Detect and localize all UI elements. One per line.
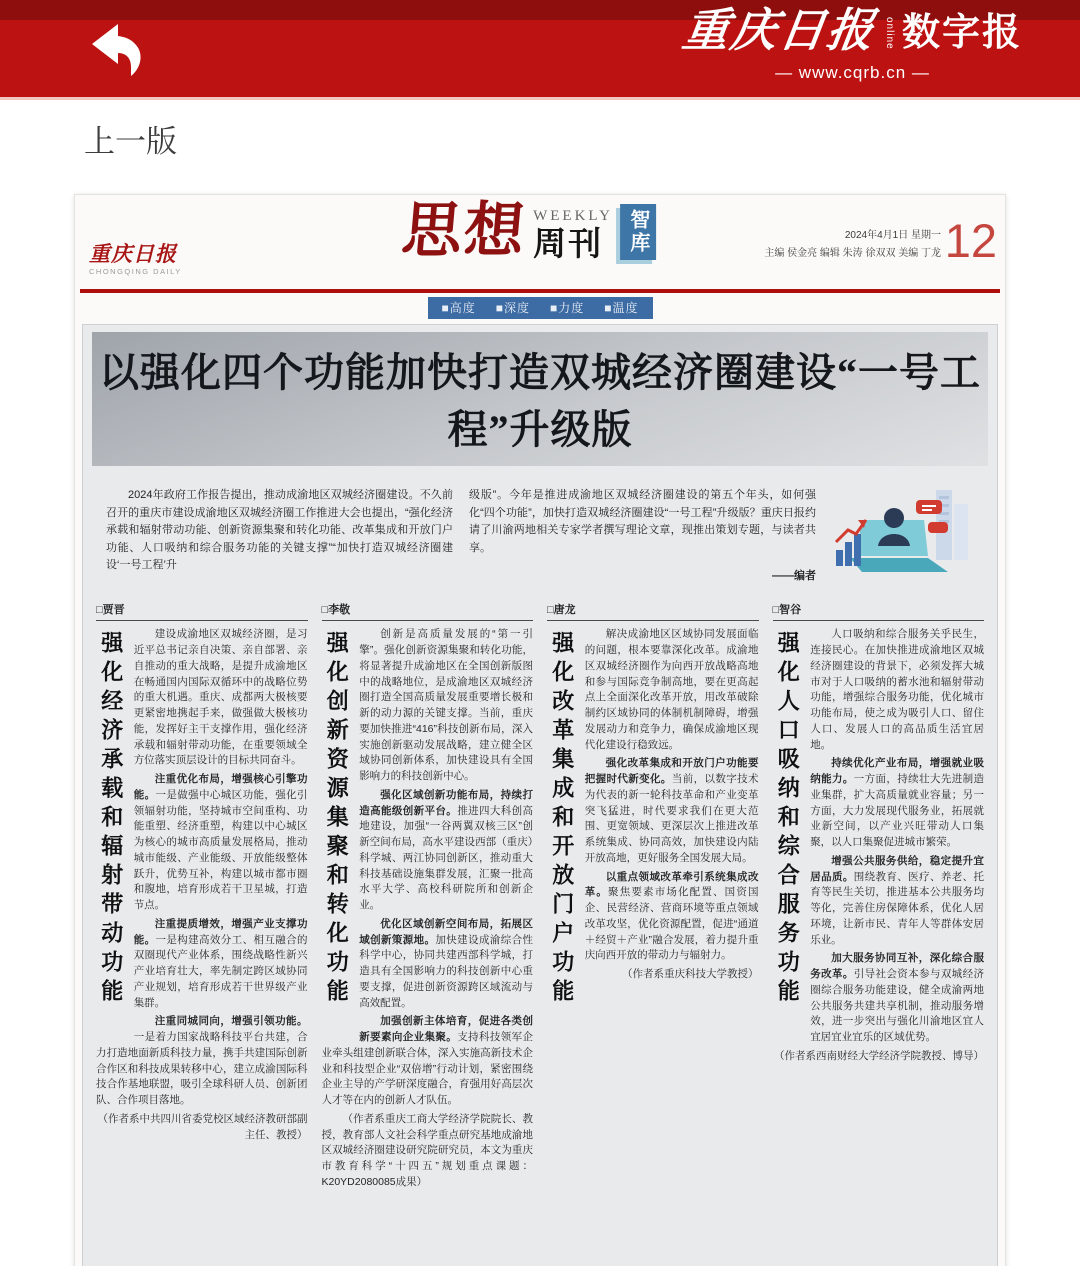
brand-logo-calligraphy: 重庆日报 bbox=[679, 5, 879, 56]
article-paragraph: 强化改革集成和开放门户功能要把握时代新变化。当前，以数字技术为代表的新一轮科技革命和产业变革突飞猛进，时代要求我们在更大范围、更宽领域、更深层次上推进改革系统集成、协同高效，加快建设内陆开放高地，更好服务全国发展大局。 bbox=[584, 757, 759, 864]
editor-signoff: ——编者 bbox=[772, 570, 816, 583]
section-tags bbox=[428, 297, 653, 319]
article-paragraph: 优化区域创新空间布局，拓展区域创新策源地。加快建设成渝综合性科学中心，协同共建西部科学城，打造具有全国影响力的科技创新中心重要支撑，促进创新资源跨区域流动与高效配置。 bbox=[359, 917, 534, 1009]
app-header bbox=[0, 0, 1080, 100]
article-paragraph: 注重优化布局，增强核心引擎功能。一是做强中心城区功能，强化引领辐射功能，坚持城市空间重构、功能重塑、经济重塑，构建以中心城区为核心的城市高质量发展格局，推动城市能级、产业能级、开放能级整体跃升，优势互补，构建以城市都市圈和腹地，培育形成若干卫星城，打造节点。 bbox=[133, 773, 308, 912]
article-vertical-headline: 强化经济承载和辐射带动功能 bbox=[98, 631, 124, 1009]
weekly-title-sub: 周刊 bbox=[533, 225, 604, 262]
article-attribution: （作者系西南财经大学经济学院教授、博导） bbox=[774, 1049, 984, 1062]
article-body bbox=[322, 627, 534, 1190]
brand-product-name: 数字报 bbox=[901, 12, 1022, 54]
editor-note-col1: 2024年政府工作报告提出，推动成渝地区双城经济圈建设。不久前召开的重庆市建设成渝地区双城经济圈工作推进大会也提出，“强化经济承载和辐射带动功能、创新资源集聚和转化功能、改革集成和开放门户功能、人口吸纳和综合服务功能的关键支撑”“加快打造双城经济圈建设‘一号工程’升 bbox=[106, 489, 453, 572]
article-column[interactable] bbox=[322, 602, 534, 1194]
article-attribution: （作者系重庆科技大学教授） bbox=[622, 968, 759, 981]
paper-logo bbox=[89, 241, 182, 276]
article-attribution: （作者系重庆工商大学经济学院院长、教授，教育部人文社会科学重点研究基地成渝地区双城经济圈建设研究院研究员，本文为重庆市教育科学“十四五”规划重点课题：K20YD2080085成果） bbox=[321, 1112, 533, 1188]
paper-logo-en: CHONGQING DAILY bbox=[89, 266, 182, 276]
edition-info bbox=[764, 227, 941, 263]
article-vertical-headline: 强化人口吸纳和综合服务功能 bbox=[775, 631, 801, 1009]
prev-page-link[interactable]: 上一版 bbox=[84, 124, 177, 159]
editor-note bbox=[92, 466, 988, 592]
article-author: □李敬 bbox=[322, 602, 534, 622]
back-button[interactable] bbox=[82, 20, 152, 78]
editor-note-col2: 级版”。今年是推进成渝地区双城经济圈建设的第五个年头，如何强化“四个功能”，加快打造双城经济圈建设“一号工程”升级版？重庆日报约请了川渝两地相关专家学者撰写理论文章，现推出策划专题，与读者共享。 bbox=[469, 489, 816, 554]
article-paragraph: 持续优化产业布局，增强就业吸纳能力。一方面，持续壮大先进制造业集群，扩大高质量就业容量；另一方面，大力发展现代服务业，拓展就业新空间，以产业兴旺带动人口集聚，以人口集聚促进城市繁荣。 bbox=[810, 757, 985, 849]
weekly-title bbox=[399, 198, 678, 264]
section-tag: ■力度 bbox=[550, 301, 585, 315]
article-paragraph: 增强公共服务供给，稳定提升宜居品质。围绕教育、医疗、养老、托育等民生关切，推进基本公共服务均等化，完善住房保障体系，优化人居环境，让新市民、青年人等群体安居乐业。 bbox=[810, 854, 985, 946]
editor-note-illustration bbox=[832, 480, 974, 583]
article-lead: 人口吸纳和综合服务关乎民生，连接民心。在加快推进成渝地区双城经济圈建设的背景下，必须发挥大城市对于人口吸纳的蓄水池和辐射带动功能，增强综合服务功能，优化城市功能布局，使之成为吸引人口、留住人口、发展人口的高品质生活宜居地。 bbox=[810, 628, 984, 751]
article-body bbox=[96, 627, 308, 1143]
edition-staff: 主编 侯金亮 编辑 朱涛 徐双双 美编 丁龙 bbox=[764, 248, 941, 259]
weekly-label: WEEKLY bbox=[533, 208, 613, 224]
article-attribution: （作者系中共四川省委党校区域经济教研部副主任、教授） bbox=[97, 1112, 308, 1141]
article-lead: 解决成渝地区区域协同发展面临的问题，根本要靠深化改革。成渝地区双城经济圈作为向西开放战略高地和参与国际竞争制高地，要在更高起点上全面深化改革开放，用改革破除制约区域协同的体制机制障碍，增强发展动力和竞争力，确保成渝地区现代化建设行稳致远。 bbox=[584, 628, 759, 751]
article-body bbox=[773, 627, 985, 1064]
section-tag: ■温度 bbox=[604, 301, 639, 315]
thinktank-badge: 智库 bbox=[620, 204, 656, 260]
article-paragraph: 注重同城同向，增强引领功能。一是着力国家战略科技平台共建，合力打造地面新质科技力量，携手共建国际创新合作区和科技成果转移中心，建立成渝国际科技合作基地联盟，吸引全球科研人员、创新团队、合作项目落地。 bbox=[96, 1015, 308, 1107]
article-panel bbox=[82, 324, 998, 1266]
article-author: □唐龙 bbox=[547, 602, 759, 622]
main-headline[interactable]: 以强化四个功能加快打造双城经济圈建设“一号工程”升级版 bbox=[92, 332, 988, 466]
article-columns bbox=[92, 592, 988, 1194]
article-column[interactable] bbox=[96, 602, 308, 1194]
page-number: 12 bbox=[944, 214, 997, 267]
article-vertical-headline: 强化创新资源集聚和转化功能 bbox=[324, 631, 350, 1009]
masthead-rule bbox=[80, 289, 1000, 293]
newspaper-page bbox=[74, 194, 1006, 1266]
article-paragraph: 加强创新主体培育，促进各类创新要素向企业集聚。支持科技领军企业牵头组建创新联合体，深入实施高新技术企业和科技型企业“双倍增”行动计划，紧密围绕企业主导的产学研深度融合，育强用好高层次人才等在内的创新人才队伍。 bbox=[321, 1015, 534, 1107]
article-column[interactable] bbox=[547, 602, 759, 1194]
article-author: □贾晋 bbox=[96, 602, 308, 622]
article-paragraph: 强化区域创新功能布局，持续打造高能级创新平台。推进四大科创高地建设，加强“一谷两翼双核三区”创新空间布局，高水平建设西部（重庆）科学城、两江协同创新区，推动重大科技基础设施集群发展，汇聚一批高水平大学、高校科研院所和创新企业。 bbox=[359, 788, 534, 912]
weekly-title-main: 思想 bbox=[399, 198, 530, 264]
article-vertical-headline: 强化改革集成和开放门户功能 bbox=[549, 631, 575, 1009]
article-lead: 创新是高质量发展的“第一引擎”。强化创新资源集聚和转化功能，将显著提升成渝地区在全国创新版图中的战略地位，是成渝地区双城经济圈打造全国高质量发展重要增长极和新的动力源的关键支撑。当前，重庆要加快推进“416”科技创新布局，深入实施创新驱动发展战略，建立健全区域协同创新体系，加快建设具有全国影响力的科技创新中心。 bbox=[359, 628, 533, 783]
article-paragraph: 注重提质增效，增强产业支撑功能。一是构建高效分工、相互融合的双圈现代产业体系，围绕战略性新兴产业培育壮大，率先制定跨区域协同产业规划，培育形成若干世界级产业集群。 bbox=[133, 917, 308, 1009]
site-url: — www.cqrb.cn — bbox=[775, 63, 930, 82]
paper-logo-cn: 重庆日报 bbox=[89, 241, 177, 266]
article-author: □智谷 bbox=[773, 602, 985, 622]
paper-masthead bbox=[75, 195, 1005, 289]
brand-online-label: online bbox=[883, 17, 895, 50]
article-lead: 建设成渝地区双城经济圈，是习近平总书记亲自决策、亲自部署、亲自推动的重大战略，是提升成渝地区在畅通国内国际双循环中的战略位势的重大机遇。重庆、成都两大极核要更紧密地携起手来，做强做大极核功能，发挥好主干支撑作用，强化经济承载和辐射带动功能，在重要领域全方位落实顶层设计的目标共同奋斗。 bbox=[133, 628, 308, 767]
article-paragraph: 以重点领域改革牵引系统集成改革。聚焦要素市场化配置、国资国企、民营经济、营商环境等重点领域改革攻坚，优化资源配置，促进“通道＋经贸＋产业”融合发展，着力提升重庆向西开放的带动力与辐射力。 bbox=[584, 870, 759, 962]
section-tag: ■高度 bbox=[441, 301, 476, 315]
article-column[interactable] bbox=[773, 602, 985, 1194]
article-paragraph: 加大服务协同互补，深化综合服务改革。引导社会资本参与双城经济圈综合服务功能建设，健全成渝两地公共服务共建共享机制，推动服务增效，进一步突出与强化川渝地区宜人宜居宜业宜乐的区域优势。 bbox=[810, 952, 985, 1044]
article-body bbox=[547, 627, 759, 1009]
section-tag: ■深度 bbox=[495, 301, 530, 315]
edition-date: 2024年4月1日 星期一 bbox=[844, 230, 941, 241]
back-arrow-icon bbox=[82, 20, 152, 78]
brand bbox=[679, 5, 1022, 83]
